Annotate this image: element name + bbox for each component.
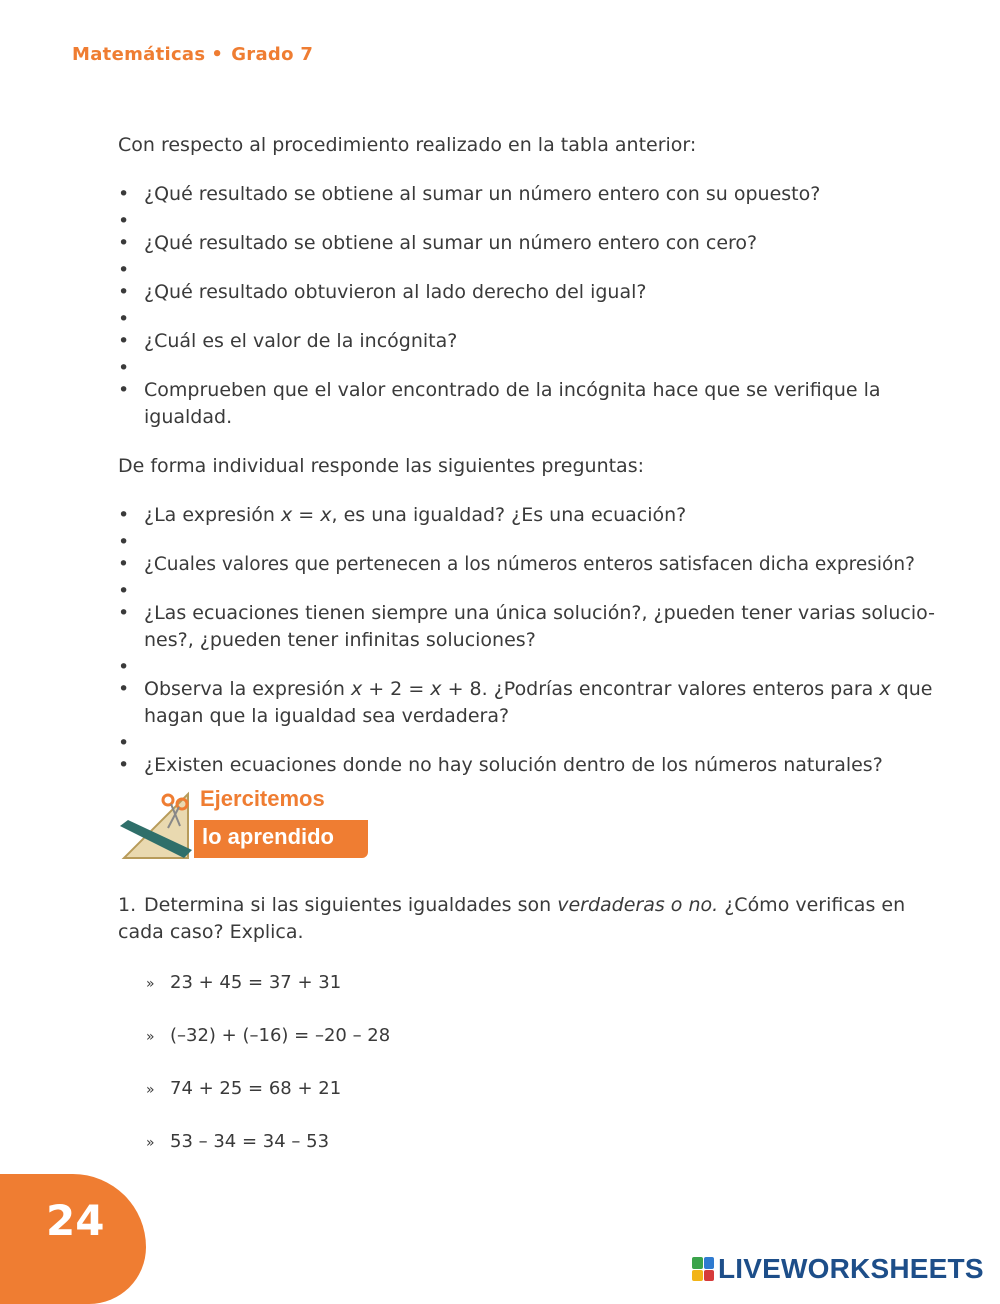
exercise-number: 1. (118, 894, 137, 916)
header-separator: • (211, 44, 224, 65)
list-item: • Observa la expresión x + 2 = x + 8. ¿Podrías encontrar valores enteros para x que hagan que la igualdad sea verdadera? (118, 676, 948, 730)
header-subject: Matemáticas (72, 44, 206, 65)
list-item: » 23 + 45 = 37 + 31 (146, 972, 342, 993)
list-item: • ¿Existen ecuaciones donde no hay solución dentro de los números naturales? (118, 752, 948, 779)
page-header (72, 44, 313, 65)
list-item: • ¿La expresión x = x, es una igualdad? ¿Es una ecuación? (118, 502, 948, 529)
liveworksheets-logo[interactable] (692, 1254, 984, 1284)
liveworksheets-icon (692, 1257, 714, 1281)
intro-paragraph-2: De forma individual responde las siguientes preguntas: (118, 455, 644, 477)
list-item: • ¿Qué resultado se obtiene al sumar un número entero con cero? (118, 230, 948, 257)
header-grade: Grado 7 (231, 44, 314, 65)
list-item: • ¿Cuál es el valor de la incógnita? (118, 328, 948, 355)
list-item: » 53 – 34 = 34 – 53 (146, 1131, 330, 1152)
ruler-scissors-icon (116, 786, 196, 866)
logo-text: LIVEWORKSHEETS (718, 1253, 984, 1284)
page-number: 24 (46, 1196, 105, 1245)
list-item: • Comprueben que el valor encontrado de la incógnita hace que se verifique la igualdad. (118, 377, 948, 431)
list-item: • ¿Qué resultado obtuvieron al lado derecho del igual? (118, 279, 948, 306)
questions-list-2 (118, 502, 948, 779)
banner-title: Ejercitemos (200, 786, 325, 811)
questions-list-1 (118, 181, 948, 431)
exercise-banner (116, 786, 376, 866)
exercise-1: 1. Determina si las siguientes igualdades son verdaderas o no. ¿Cómo verificas en cada caso? Explica. (118, 894, 906, 943)
list-item: » (–32) + (–16) = –20 – 28 (146, 1025, 391, 1046)
banner-subtitle: lo aprendido (202, 824, 334, 849)
list-item: » 74 + 25 = 68 + 21 (146, 1078, 342, 1099)
list-item: • ¿Cuales valores que pertenecen a los números enteros satisfacen dicha expresión? (118, 551, 948, 578)
list-item: • ¿Qué resultado se obtiene al sumar un número entero con su opuesto? (118, 181, 948, 208)
intro-paragraph: Con respecto al procedimiento realizado en la tabla anterior: (118, 134, 697, 156)
list-item: • ¿Las ecuaciones tienen siempre una única solución?, ¿pueden tener varias solucio-nes?, ¿pueden tener infinitas soluciones? (118, 600, 948, 654)
main-content (118, 132, 948, 779)
